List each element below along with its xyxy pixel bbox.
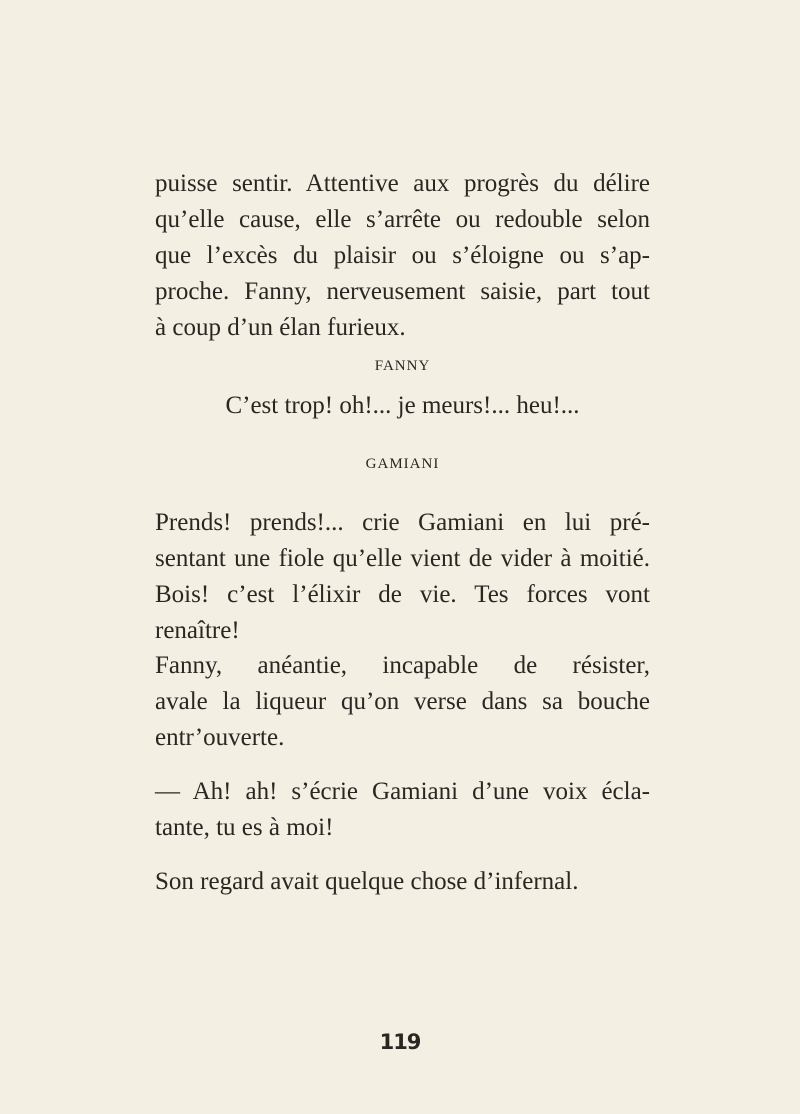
text-line: avale la liqueur qu’on verse dans sa bouche <box>155 688 650 715</box>
speech-line: C’est trop! oh!... je meurs!... heu!... <box>225 392 580 419</box>
text-line: sentant une fiole qu’elle vient de vider à moitié. <box>155 545 650 572</box>
text-line: — Ah! ah! s’écrie Gamiani d’une voix écla- <box>155 778 650 805</box>
text-line: puisse sentir. Attentive aux progrès du délire <box>155 170 650 197</box>
text-line: Son regard avait quelque chose d’infernal. <box>155 868 579 895</box>
text-line: Fanny, anéantie, incapable de résister, <box>155 652 650 679</box>
text-line: que l’excès du plaisir ou s’éloigne ou s’ap- <box>155 242 650 269</box>
text-line: entr’ouverte. <box>155 724 285 751</box>
text-line: qu’elle cause, elle s’arrête ou redouble selon <box>155 206 650 233</box>
text-line: Prends! prends!... crie Gamiani en lui pré- <box>155 509 650 536</box>
text-line: proche. Fanny, nerveusement saisie, part tout <box>155 278 650 305</box>
text-line: renaître! <box>155 617 240 644</box>
speaker-heading: GAMIANI <box>365 456 440 472</box>
page-number: 119 <box>379 1030 421 1054</box>
text-line: tante, tu es à moi! <box>155 814 334 841</box>
text-line: Bois! c’est l’élixir de vie. Tes forces vont <box>155 581 650 608</box>
text-line: à coup d’un élan furieux. <box>155 314 406 341</box>
speaker-heading: FANNY <box>374 358 431 374</box>
